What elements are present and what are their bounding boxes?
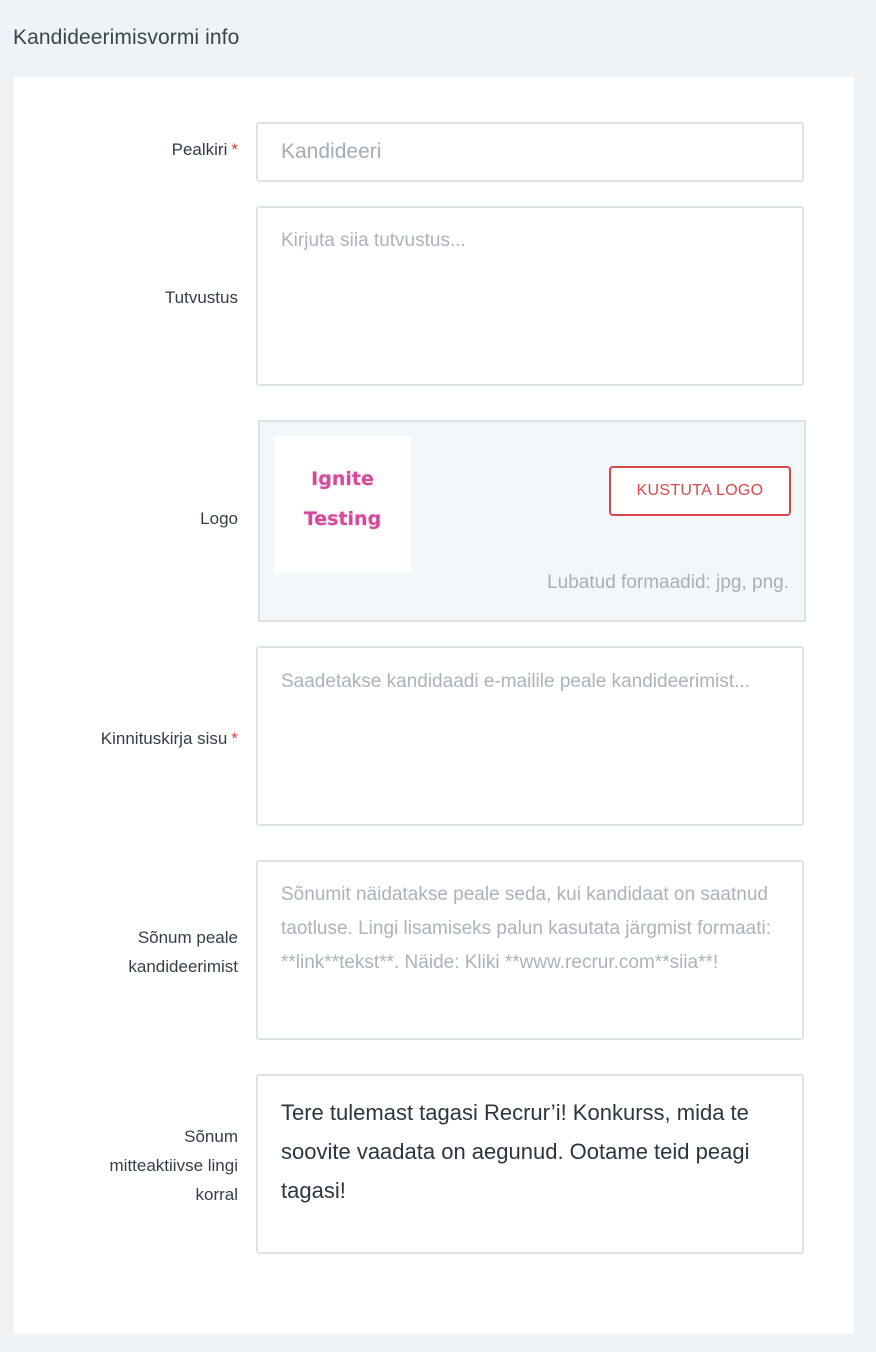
inactive-link-label-line3: korral xyxy=(195,1185,238,1204)
form-card xyxy=(14,77,854,1334)
title-input-placeholder: Kandideeri xyxy=(281,140,382,163)
section-title: Kandideerimisvormi info xyxy=(13,26,240,49)
allowed-formats-hint: Lubatud formaadid: jpg, png. xyxy=(547,572,789,593)
delete-logo-button[interactable]: KUSTUTA LOGO xyxy=(609,466,791,516)
inactive-link-textarea[interactable] xyxy=(256,1074,804,1254)
logo-image-text-1: Ignite xyxy=(311,468,374,490)
after-apply-label-line2: kandideerimist xyxy=(128,957,238,976)
logo-label xyxy=(38,504,238,533)
description-label-text: Tutvustus xyxy=(164,288,238,307)
description-textarea[interactable] xyxy=(256,206,804,386)
logo-label-text: Logo xyxy=(200,509,238,528)
after-apply-label xyxy=(38,923,238,981)
inactive-link-value: Tere tulemast tagasi Recrur’i! Konkurss, mida te soovite vaadata on aegunud. Ootame teid peagi tagasi! xyxy=(281,1100,750,1203)
logo-image xyxy=(274,436,411,573)
title-input[interactable] xyxy=(256,122,804,182)
required-marker: * xyxy=(231,729,238,748)
logo-image-text-2: Testing xyxy=(303,508,382,530)
inactive-link-label-line1: Sõnum xyxy=(184,1127,238,1146)
required-marker: * xyxy=(231,140,238,159)
description-placeholder: Kirjuta siia tutvustus... xyxy=(281,230,466,251)
title-label xyxy=(38,135,238,164)
confirmation-textarea[interactable] xyxy=(256,646,804,826)
confirmation-label-text: Kinnituskirja sisu xyxy=(100,729,228,748)
title-label-text: Pealkiri xyxy=(171,140,228,159)
confirmation-label xyxy=(38,724,238,753)
after-apply-textarea[interactable] xyxy=(256,860,804,1040)
inactive-link-label-line2: mitteaktiivse lingi xyxy=(109,1156,238,1175)
after-apply-placeholder: Sõnumit näidatakse peale seda, kui kandidaat on saatnud taotluse. Lingi lisamiseks palun kasutata järgmist formaati: **link**tekst**. Näide: Kliki **www.recrur.com**siia**! xyxy=(281,884,772,973)
description-label xyxy=(38,283,238,312)
confirmation-placeholder: Saadetakse kandidaadi e-mailile peale kandideerimist... xyxy=(281,671,750,692)
after-apply-label-line1: Sõnum peale xyxy=(137,928,238,947)
logo-upload-area[interactable] xyxy=(258,420,806,622)
inactive-link-label xyxy=(38,1122,238,1209)
